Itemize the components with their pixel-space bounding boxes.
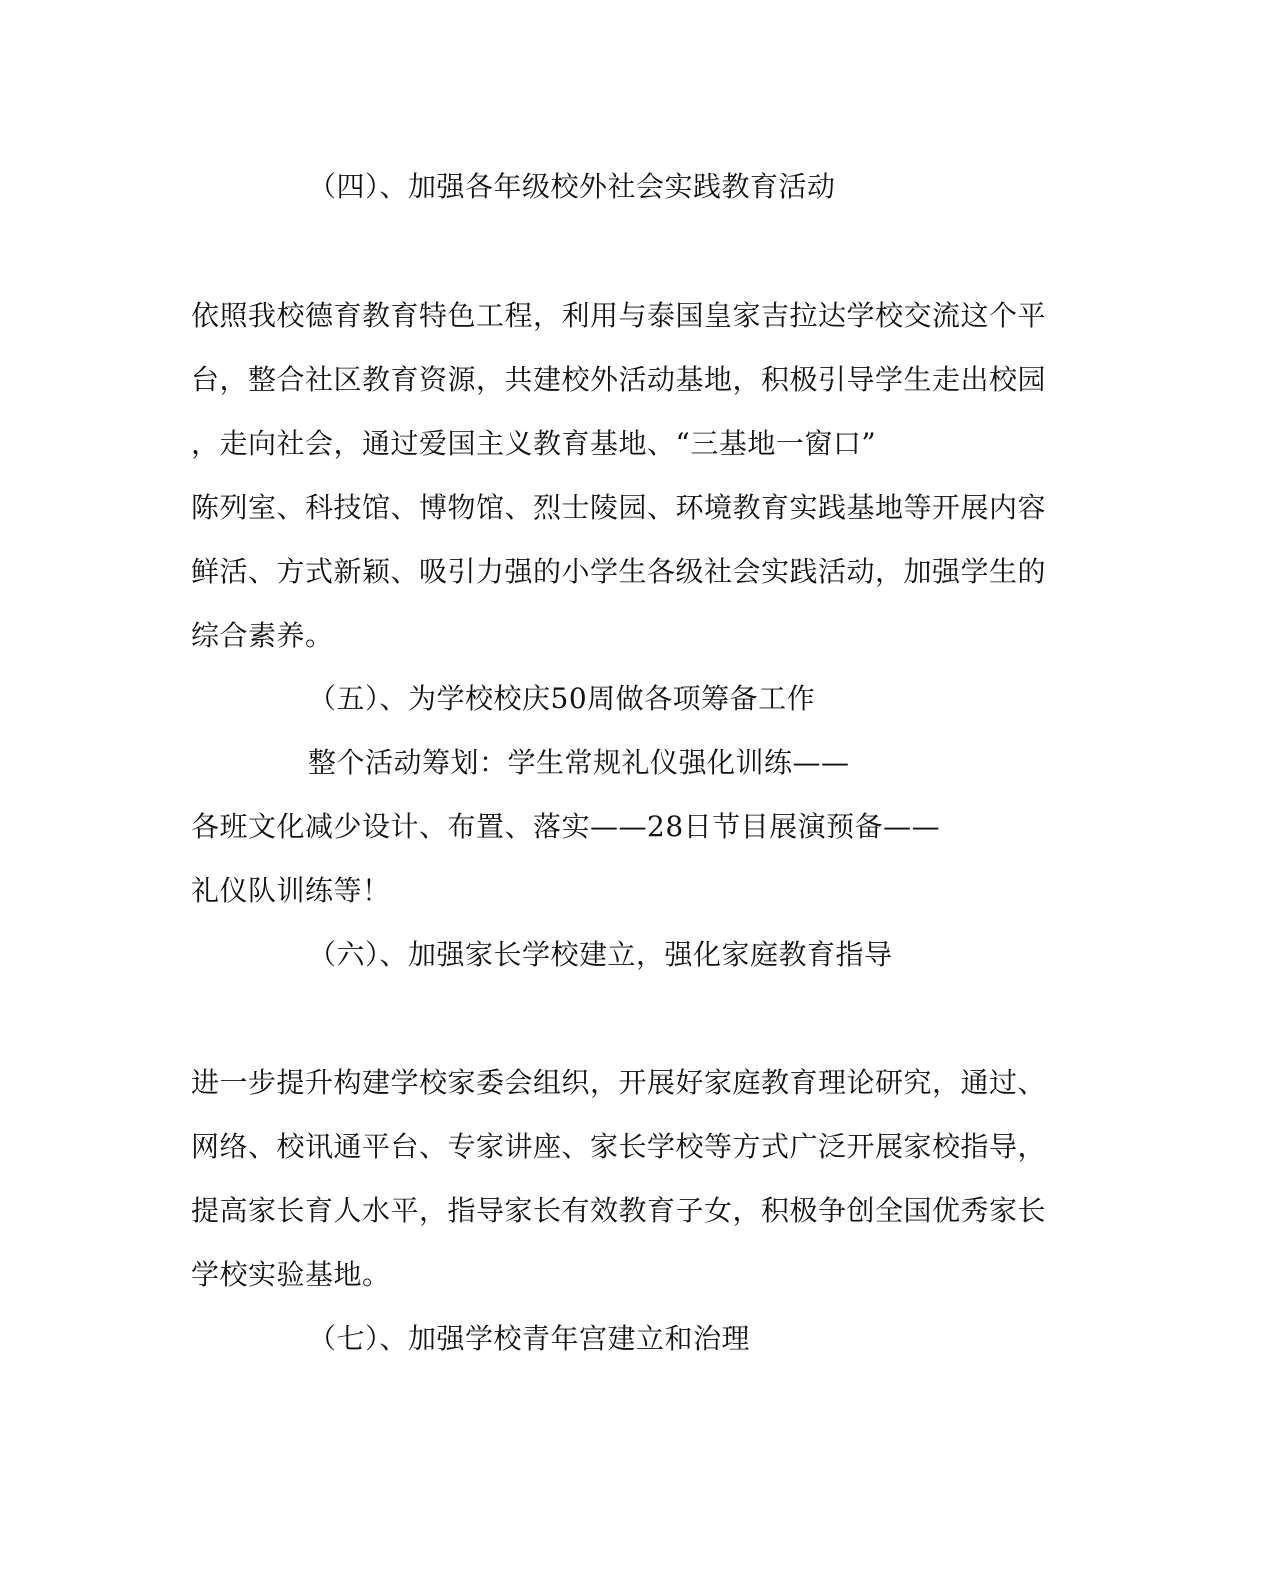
paragraph-line: 陈列室、科技馆、博物馆、烈士陵园、环境教育实践基地等开展内容: [191, 491, 1047, 524]
section-heading-4: （四）、加强各年级校外社会实践教育活动: [308, 170, 836, 203]
paragraph-line: 台，整合社区教育资源，共建校外活动基地，积极引导学生走出校园: [191, 363, 1047, 396]
paragraph-line: ，走向社会，通过爱国主义教育基地、“三基地一窗口”: [191, 427, 877, 460]
section-heading-6: （六）、加强家长学校建立，强化家庭教育指导: [308, 938, 893, 971]
paragraph-line: 整个活动筹划：学生常规礼仪强化训练——: [308, 746, 850, 779]
section-heading-5: （五）、为学校校庆50周做各项筹备工作: [308, 682, 816, 715]
section-heading-7: （七）、加强学校青年宫建立和治理: [308, 1322, 751, 1355]
paragraph-line: 礼仪队训练等！: [191, 874, 391, 907]
paragraph-line: 各班文化减少设计、布置、落实——28日节目展演预备——: [191, 810, 941, 843]
paragraph-line: 鲜活、方式新颖、吸引力强的小学生各级社会实践活动，加强学生的: [191, 555, 1047, 588]
paragraph-line: 进一步提升构建学校家委会组织，开展好家庭教育理论研究，通过、: [191, 1066, 1047, 1099]
paragraph-line: 依照我校德育教育特色工程，利用与泰国皇家吉拉达学校交流这个平: [191, 299, 1047, 332]
paragraph-line: 网络、校讯通平台、专家讲座、家长学校等方式广泛开展家校指导，: [191, 1130, 1047, 1163]
paragraph-line: 提高家长育人水平，指导家长有效教育子女，积极争创全国优秀家长: [191, 1194, 1047, 1227]
paragraph-line: 学校实验基地。: [191, 1258, 391, 1291]
paragraph-line: 综合素养。: [191, 619, 334, 652]
